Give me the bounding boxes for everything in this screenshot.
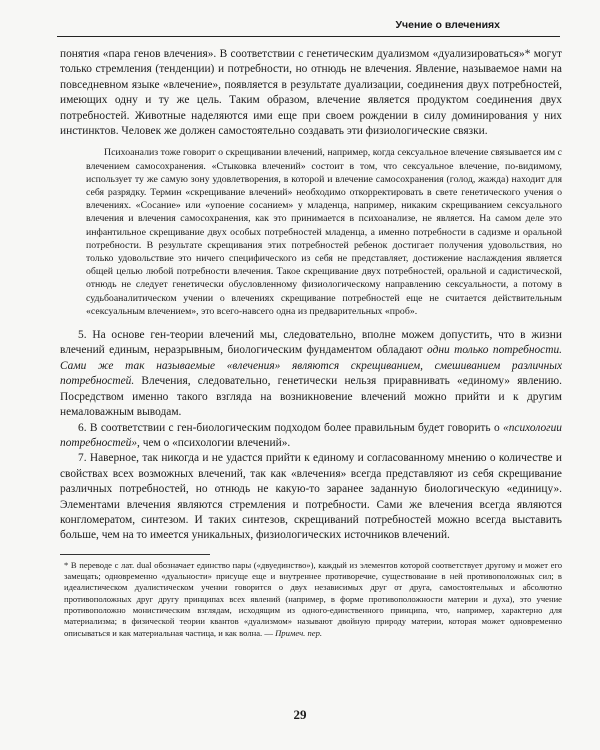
paragraph-point-5 (60, 328, 562, 420)
paragraph-point-6-start: 6. В соответствии с ген-биологическим подходом более правильным будет говорить о (78, 421, 500, 434)
running-title: Учение о влечениях (395, 19, 500, 31)
paragraph-point-5-emphasis: одни только потребности. Сами же так называемые «влечения» являются скрещиванием, смешиванием различных потребностей. (60, 344, 562, 388)
paragraph-point-6-end: , чем о «психологии влечений». (137, 436, 291, 449)
footnote-text: * В переводе с лат. dual обозначает единство пары («двуединство»), каждый из элементов которой соответствует другому и может его замещать; одновременно «дуальности» присуще еще и внутреннее противоречие, существование в ней противоположных сил; в идеалистическом дуалистическом учении говорится о двух независимых друг от друга, самостоятельных и абсолютно противоположных друг другу принципах всех явлений (например, в форме противоположности материи и духа), это учение противоположно монистическим взглядам, исходящим из одного-единственного принципа, что, например, характерно для материализма; в физической теории квантов «дуализмом» называют двойную природу материи, которая может одновременно описываться и как материальная частица, и как волна. — (64, 559, 562, 638)
paragraph-point-7: 7. Наверное, так никогда и не удастся прийти к единому и согласованному мнению о количестве и свойствах всех возможных влечений, так как «влечения» всегда представляют из себя скрещивание различных потребностей, но отнюдь не какую-то заранее заданную биологическую «единицу». Элементами влечения являются стремления и потребности. Сами же влечения всегда являются конгломератом, синтезом. И таких синтезов, скрещиваний потребностей можно всегда выставить больше, чем на то имеется уникальных, физиологических источников влечений. (60, 452, 562, 542)
paragraph-point-6 (60, 421, 562, 452)
paragraph-point-5-start: 5. На основе ген-теории влечений мы, следовательно, вполне можем допустить, что в жизни влечений единым, неразрывным, биологическим фундаментом обладают (60, 329, 562, 357)
page-body (60, 47, 562, 639)
page-number: 29 (293, 707, 307, 722)
footnote-divider (60, 554, 210, 555)
running-head (57, 14, 560, 37)
paragraph-genetic-dualism: понятия «пара генов влечения». В соответствии с генетическим дуализмом «дуализироваться»* могут только стремления (тенденции) и потребности, но отнюдь не влечения. Явление, называемое нами на повседневном языке «влечение», появляется в результате дуализации, соединения двух потребностей, имеющих одну и ту же цель. Таким образом, влечение является продуктом соединения двух потребностей. Животные наделяются ими еще при своем рождении в силу доминирования у них инстинктов. Человек же должен самостоятельно создавать эти физиологические связки. (60, 48, 562, 138)
footnote-attribution: Примеч. пер. (275, 627, 323, 638)
paragraph-point-6-emphasis: «психологии потребностей» (60, 421, 562, 449)
footnote (60, 560, 562, 639)
paragraph-point-5-end: Влечения, следовательно, генетически нельзя приравнивать «единому» явлению. Посредством именно такого взгляда на возникновение влечений можно прийти и к другим немаловажным выводам. (60, 375, 562, 419)
quote-psychoanalysis: Психоанализ тоже говорит о скрещивании влечений, например, когда сексуальное влечение связывается им с влечением самосохранения. «Стыковка влечений» состоит в том, что сексуальное влечение, по-видимому, использует ту же самую зону удовлетворения, в которой и влечение самосохранения (голод, жажда) находит для себя разрядку. Термин «скрещивание влечений» необходимо откорректировать в свете генетического учения о влечениях. «Сосание» или «упоение сосанием» у младенца, например, никаким скрещиванием сексуального влечения и влечения самосохранения, как это принимается в психоанализе, не является. На самом деле это инфантильное скрещивание двух особых потребностей младенца, а именно потребности в садизме и оральной потребности. В результате скрещивания этих потребностей ребенок достигает получения удовольствия, но только удовольствие это ничего специфического из себя не представляет, достижение наслаждения является общей целью любой потребности влечения. Такое скрещивание двух потребностей, оральной и садистической, отнюдь не следует генетически обусловленному физиологическому направлению сексуальности, а потому в судьбоаналитическом учении о влечениях скрещивание потребностей еще не считается действительным «сексуальным влечением», это всего-навсего одна из предварительных «проб». (86, 147, 562, 317)
